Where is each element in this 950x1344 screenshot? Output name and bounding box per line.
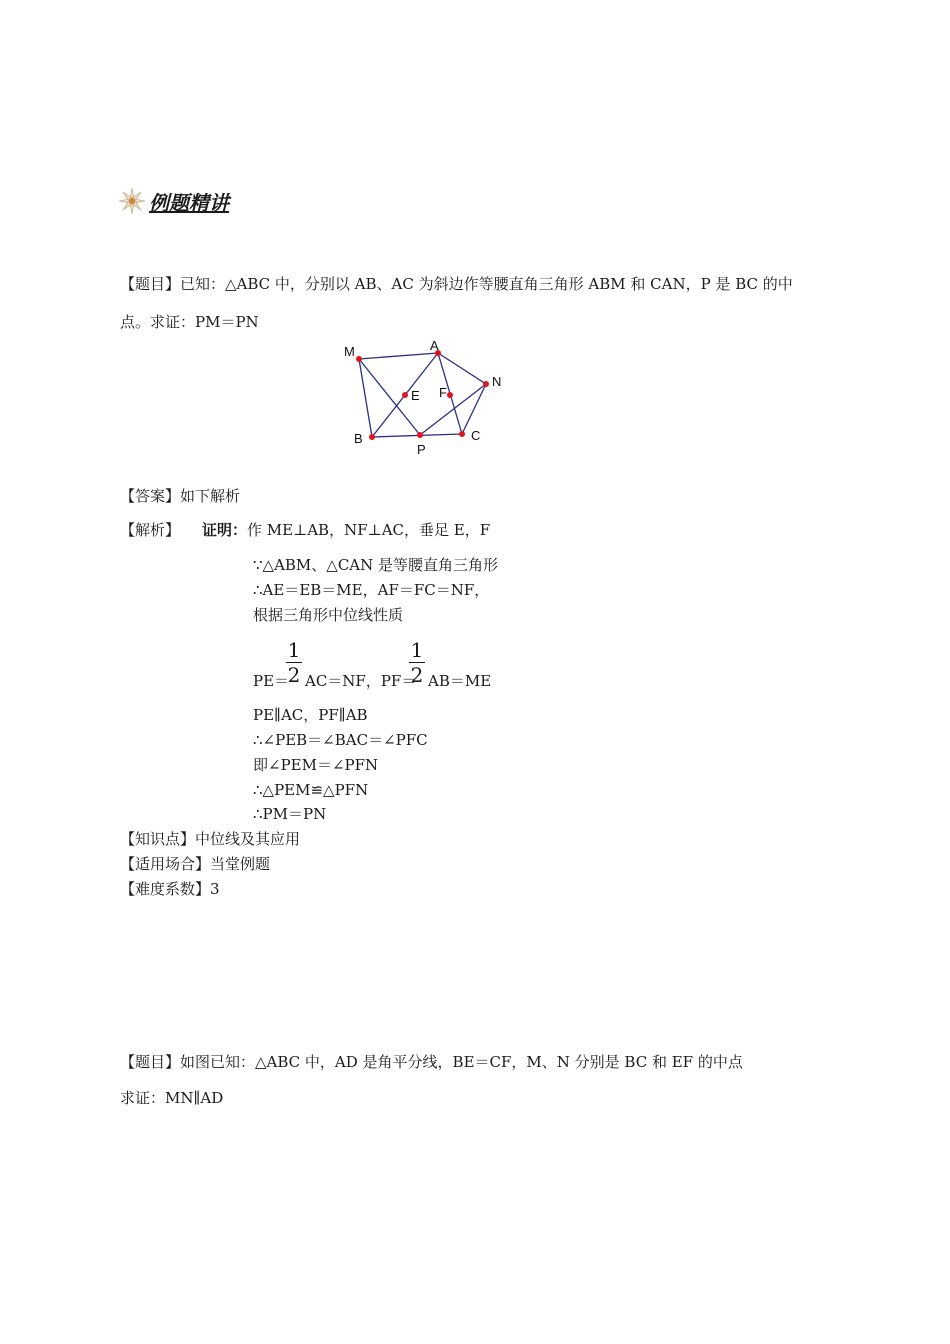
label-N: N [492,374,502,389]
problem1-question-line1: 【题目】已知：△ABC 中，分别以 AB、AC 为斜边作等腰直角三角形 ABM 和 CAN，P 是 BC 的中 [120,275,793,293]
point-P [417,432,423,438]
label-C: C [471,428,481,443]
point-M [356,356,362,362]
proof-step: ∴AE＝EB＝ME，AF＝FC＝NF， [253,581,490,599]
proof-step: 即∠PEM＝∠PFN [253,756,379,774]
problem2-question-line1: 【题目】如图已知：△ABC 中，AD 是角平分线，BE＝CF，M、N 分别是 BC 和 EF 的中点 [120,1053,743,1071]
equation-middle: AC＝NF，PF＝ [305,672,417,690]
section-heading [117,186,229,216]
fraction-denominator: 2 [287,663,301,687]
proof-step: ∵△ABM、△CAN 是等腰直角三角形 [253,556,499,574]
point-F [447,392,453,398]
fraction-numerator: 1 [287,638,301,662]
point-N [483,381,489,387]
equation-pe: PE＝ [253,672,290,690]
proof-intro: 作 ME⊥AB，NF⊥AC，垂足 E，F [247,521,491,539]
problem1-analysis [120,520,490,540]
knowledge-point: 【知识点】中位线及其应用 [120,830,301,848]
fraction-half-2 [409,639,425,686]
proof-step: 根据三角形中位线性质 [253,606,404,624]
label-E: E [411,388,420,403]
proof-step: ∴∠PEB＝∠BAC＝∠PFC [253,731,428,749]
equation-end: AB＝ME [428,672,492,690]
applicable-occasion: 【适用场合】当堂例题 [120,855,271,873]
flower-icon [117,186,147,216]
problem2-question-line2: 求证：MN∥AD [120,1089,224,1107]
geometry-figure [340,338,510,463]
point-B [369,434,375,440]
problem1-question-line2: 点。求证：PM＝PN [120,313,259,331]
segment-MB [359,359,372,437]
proof-step: ∴△PEM≌△PFN [253,781,369,799]
point-E [402,392,408,398]
proof-label: 证明： [202,521,248,539]
proof-step: PE∥AC，PF∥AB [253,706,368,724]
proof-step: ∴PM＝PN [253,805,327,823]
segment-NC [462,384,486,434]
segment-MA [359,353,438,359]
point-C [459,431,465,437]
fraction-denominator: 2 [410,663,424,687]
problem1-answer: 【答案】如下解析 [120,487,241,505]
difficulty: 【难度系数】3 [120,880,220,898]
label-P: P [417,442,426,457]
fraction-numerator: 1 [410,638,424,662]
segment-BC [372,434,462,437]
label-M: M [344,344,355,359]
section-title: 例题精讲 [149,190,229,215]
label-F: F [439,385,447,400]
fraction-half-1 [286,639,302,686]
analysis-label: 【解析】 [120,521,181,539]
label-B: B [354,431,363,446]
label-A: A [430,338,439,353]
